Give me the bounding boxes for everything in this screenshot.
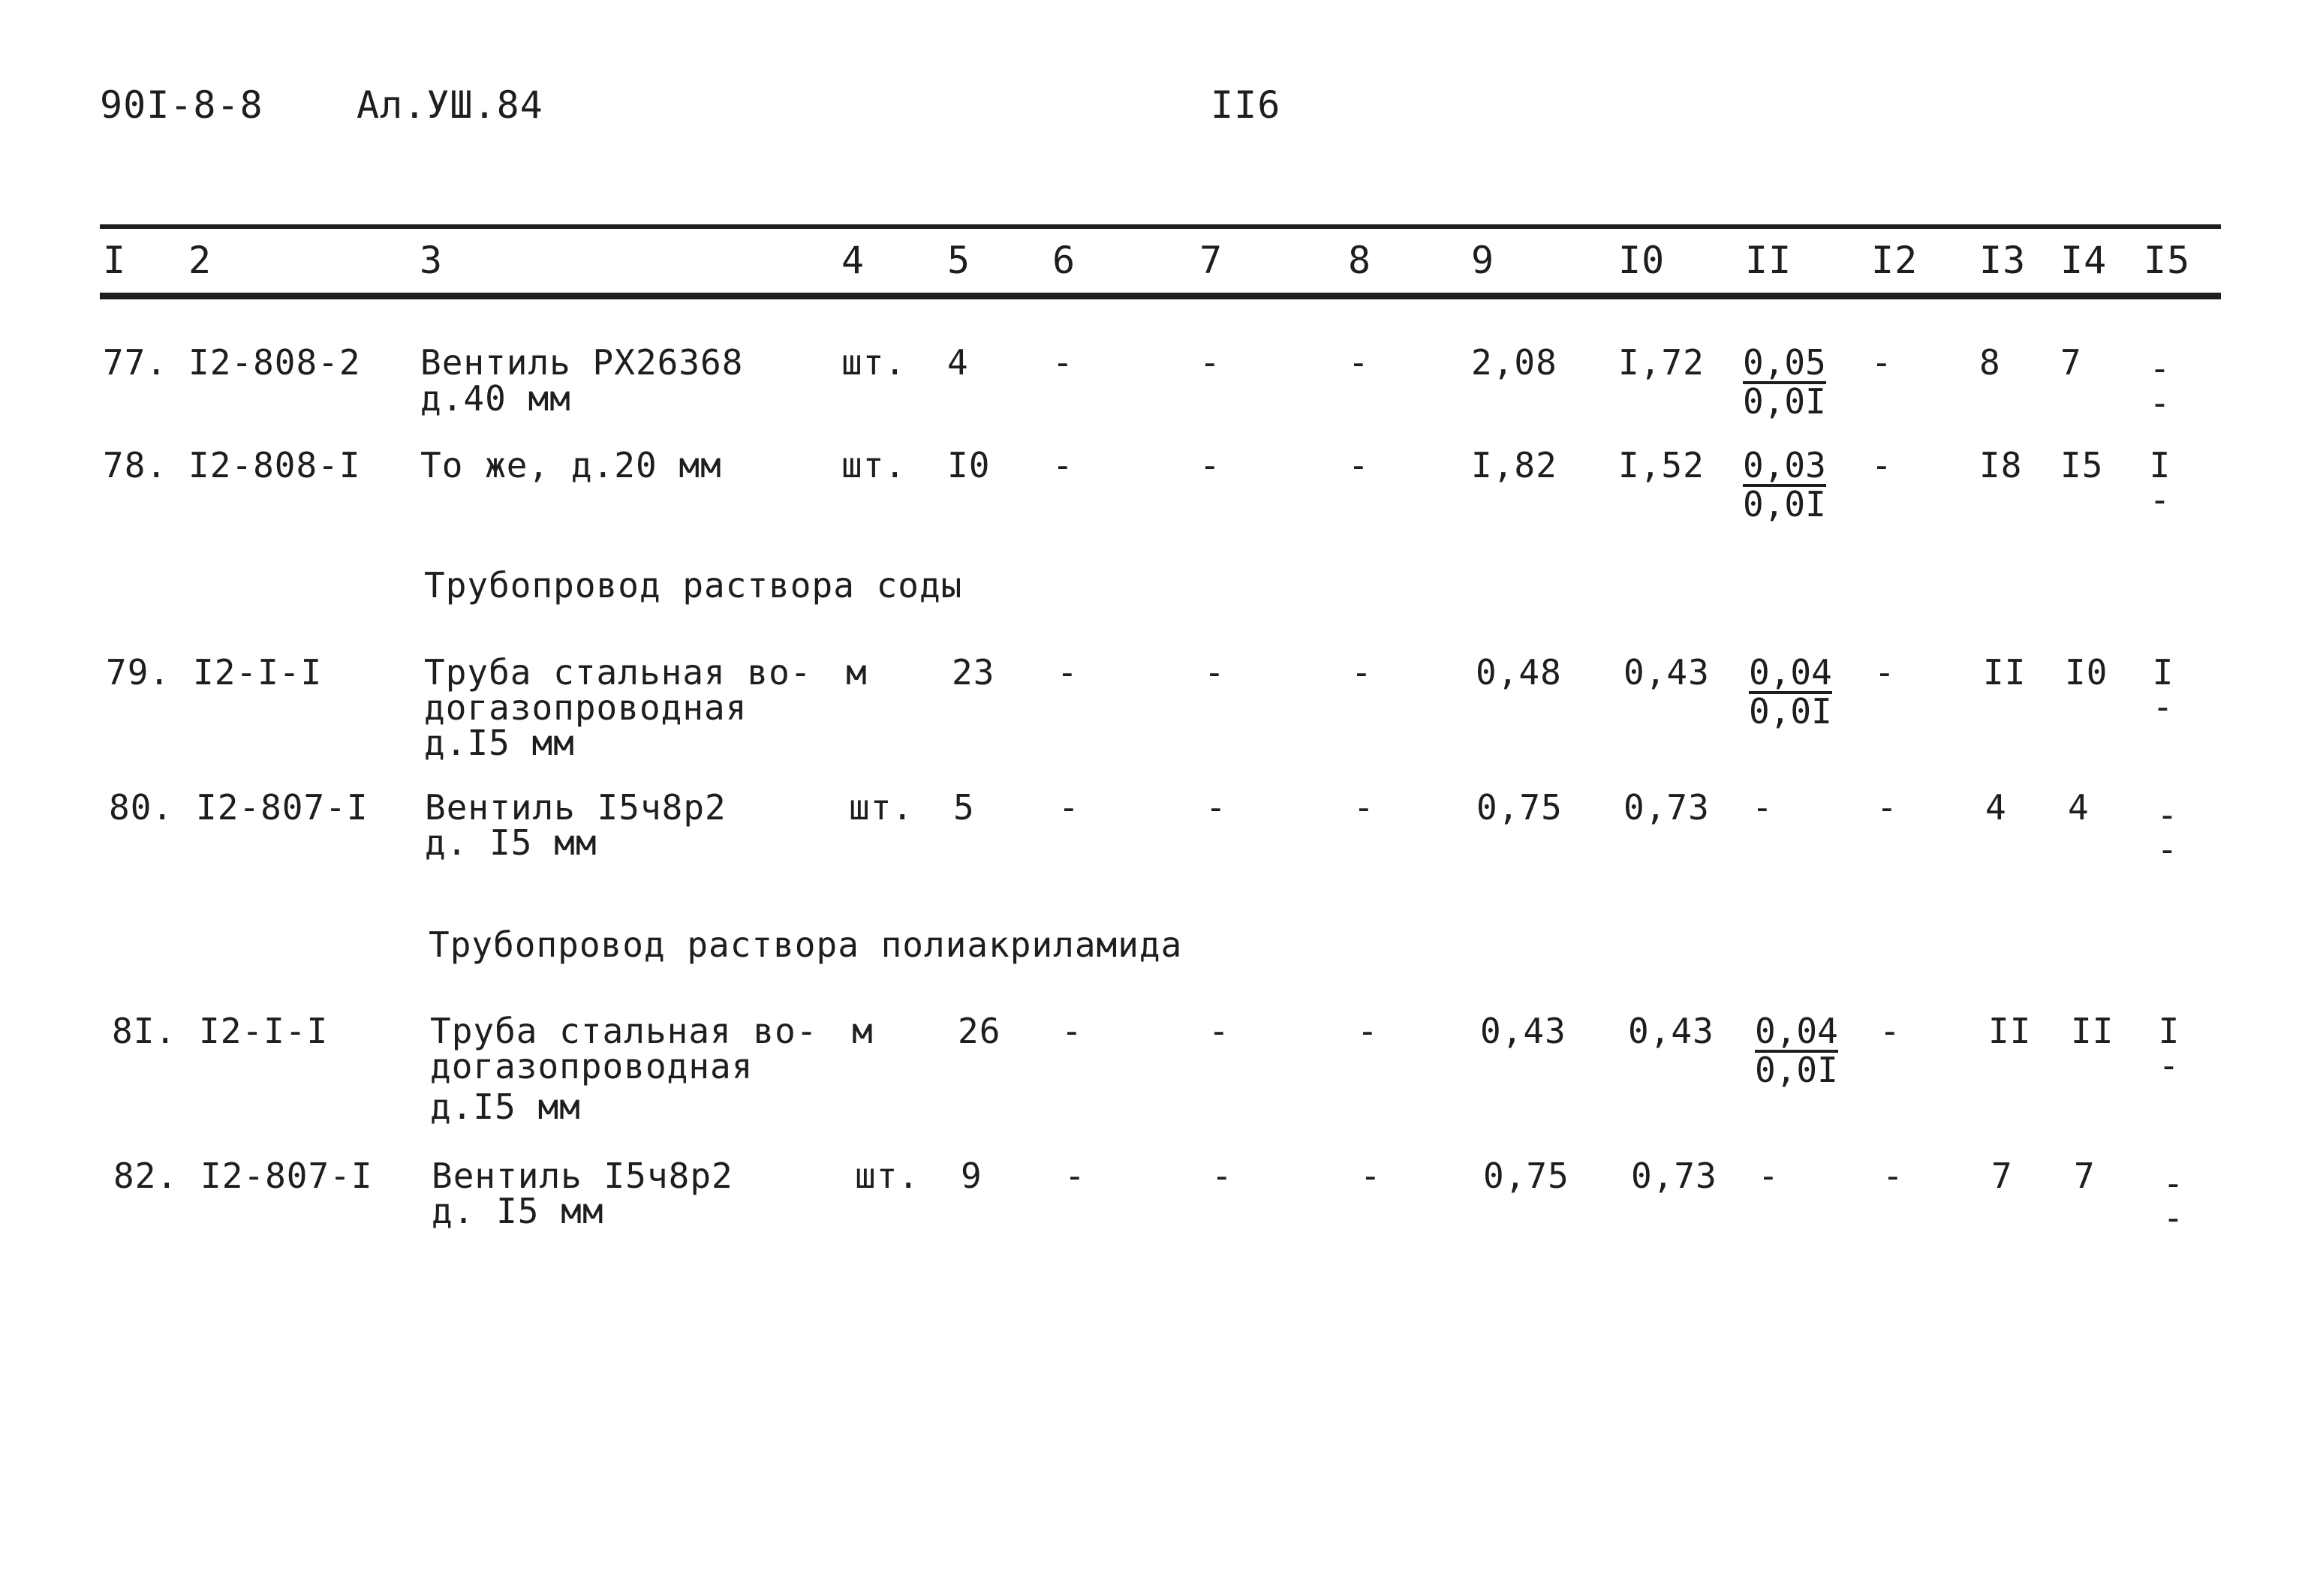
col6-value: - — [1052, 342, 1074, 383]
col13-value: 7 — [1991, 1156, 2013, 1196]
column-header: 7 — [1199, 239, 1223, 282]
col9-value: 0,43 — [1480, 1011, 1566, 1051]
unit: шт. — [841, 445, 907, 485]
quantity: I0 — [947, 445, 991, 485]
col12-value: - — [1871, 342, 1893, 383]
col15-mark — [2141, 652, 2186, 727]
col15-bottom: - — [2152, 687, 2174, 727]
col12-value: - — [1876, 787, 1898, 828]
col11-value: - — [1758, 1156, 1780, 1196]
unit: м — [846, 652, 868, 693]
col8-value: - — [1351, 652, 1373, 693]
col15-mark — [2151, 1163, 2196, 1238]
column-header: 3 — [420, 239, 444, 282]
item-name-line: д.I5 мм — [424, 723, 575, 763]
col11-value: - — [1752, 787, 1774, 828]
col15-top: - — [2162, 1163, 2185, 1204]
row-number: 80. — [109, 787, 174, 828]
col15-top: I — [2149, 445, 2171, 485]
unit: шт. — [849, 787, 914, 828]
fraction-numerator: 0,04 — [1755, 1011, 1838, 1051]
column-header: 9 — [1471, 239, 1495, 282]
section-heading: Трубопровод раствора полиакриламида — [429, 924, 1183, 965]
col7-value: - — [1199, 445, 1221, 485]
col14-value: I0 — [2065, 652, 2108, 693]
item-name-line: Вентиль I5ч8р2 — [425, 787, 727, 828]
item-name-line: д. I5 мм — [425, 822, 597, 863]
col10-value: 0,43 — [1623, 652, 1710, 693]
series-code: 90I-8-8 — [100, 83, 263, 127]
item-code: I2-807-I — [200, 1156, 373, 1196]
column-header: I3 — [1979, 239, 2027, 282]
col12-value: - — [1882, 1156, 1904, 1196]
fraction-denominator: 0,0I — [1749, 691, 1832, 732]
table-top-rule — [100, 224, 2221, 229]
col8-value: - — [1348, 445, 1370, 485]
col8-value: - — [1348, 342, 1370, 383]
col9-value: 2,08 — [1471, 342, 1557, 383]
col14-value: 7 — [2074, 1156, 2096, 1196]
item-name-line: д. I5 мм — [432, 1191, 604, 1231]
col15-bottom: - — [2149, 383, 2171, 423]
row-number: 77. — [103, 342, 168, 383]
item-name-line: догазопроводная — [424, 687, 748, 728]
col13-value: II — [1983, 652, 2027, 693]
section-heading: Трубопровод раствора соды — [424, 565, 963, 606]
col15-bottom: - — [2149, 479, 2171, 520]
col12-value: - — [1879, 1011, 1901, 1051]
col6-value: - — [1064, 1156, 1086, 1196]
col10-value: 0,73 — [1623, 787, 1710, 828]
quantity: 23 — [952, 652, 995, 693]
col15-bottom: - — [2162, 1198, 2185, 1238]
col15-top: I — [2152, 652, 2174, 693]
col11-fraction — [1743, 342, 1826, 422]
fraction-denominator: 0,0I — [1743, 484, 1826, 524]
col10-value: I,52 — [1618, 445, 1705, 485]
col9-value: I,82 — [1471, 445, 1557, 485]
item-name-line: д.I5 мм — [430, 1087, 581, 1127]
col8-value: - — [1353, 787, 1375, 828]
item-name-line: Вентиль РХ26368 — [420, 342, 744, 383]
col13-value: I8 — [1979, 445, 2023, 485]
col10-value: I,72 — [1618, 342, 1705, 383]
item-name-line: Труба стальная во- — [424, 652, 812, 693]
col15-mark — [2138, 348, 2183, 423]
quantity: 5 — [953, 787, 975, 828]
col15-mark — [2147, 1011, 2192, 1086]
col9-value: 0,75 — [1483, 1156, 1569, 1196]
fraction-numerator: 0,04 — [1749, 652, 1832, 693]
quantity: 4 — [947, 342, 969, 383]
col14-value: I5 — [2060, 445, 2104, 485]
col14-value: 4 — [2068, 787, 2090, 828]
column-header: 5 — [947, 239, 971, 282]
item-code: I2-I-I — [199, 1011, 329, 1051]
col11-fraction — [1755, 1011, 1838, 1090]
page-number: II6 — [1211, 83, 1281, 127]
item-name-line: догазопроводная — [430, 1046, 754, 1087]
col10-value: 0,73 — [1631, 1156, 1717, 1196]
col6-value: - — [1057, 652, 1079, 693]
album-code: Ал.УШ.84 — [357, 83, 543, 127]
quantity: 26 — [958, 1011, 1001, 1051]
col9-value: 0,48 — [1476, 652, 1562, 693]
col6-value: - — [1061, 1011, 1083, 1051]
col15-top: - — [2156, 795, 2179, 835]
col13-value: 8 — [1979, 342, 2001, 383]
col15-top: - — [2149, 348, 2171, 389]
col7-value: - — [1205, 787, 1227, 828]
column-header: 4 — [841, 239, 865, 282]
col9-value: 0,75 — [1476, 787, 1563, 828]
quantity: 9 — [961, 1156, 982, 1196]
column-header: I2 — [1871, 239, 1918, 282]
column-header: I5 — [2144, 239, 2191, 282]
col15-mark — [2138, 445, 2183, 520]
row-number: 82. — [113, 1156, 179, 1196]
col10-value: 0,43 — [1628, 1011, 1714, 1051]
col12-value: - — [1874, 652, 1896, 693]
fraction-numerator: 0,03 — [1743, 445, 1826, 485]
col7-value: - — [1199, 342, 1221, 383]
item-code: I2-808-2 — [188, 342, 361, 383]
col12-value: - — [1871, 445, 1893, 485]
unit: м — [852, 1011, 874, 1051]
item-name-line: д.40 мм — [420, 378, 571, 419]
column-header: I4 — [2060, 239, 2108, 282]
col14-value: II — [2071, 1011, 2114, 1051]
fraction-denominator: 0,0I — [1743, 381, 1826, 422]
item-name-line: То же, д.20 мм — [420, 445, 722, 485]
row-number: 78. — [103, 445, 168, 485]
col15-top: I — [2158, 1011, 2180, 1051]
col13-value: 4 — [1985, 787, 2007, 828]
unit: шт. — [841, 342, 907, 383]
item-name-line: Труба стальная во- — [430, 1011, 818, 1051]
col11-fraction — [1749, 652, 1832, 732]
unit: шт. — [855, 1156, 920, 1196]
col13-value: II — [1988, 1011, 2032, 1051]
col7-value: - — [1208, 1011, 1230, 1051]
row-number: 79. — [106, 652, 171, 693]
column-header: I0 — [1618, 239, 1666, 282]
col11-fraction — [1743, 445, 1826, 524]
item-name-line: Вентиль I5ч8р2 — [432, 1156, 733, 1196]
column-header: 2 — [188, 239, 212, 282]
column-header: I — [103, 239, 127, 282]
row-number: 8I. — [112, 1011, 177, 1051]
column-header: 8 — [1348, 239, 1372, 282]
col7-value: - — [1211, 1156, 1233, 1196]
col14-value: 7 — [2060, 342, 2082, 383]
col15-mark — [2145, 795, 2190, 870]
table-header-rule — [100, 293, 2221, 299]
fraction-numerator: 0,05 — [1743, 342, 1826, 383]
col6-value: - — [1058, 787, 1080, 828]
column-header: 6 — [1052, 239, 1076, 282]
col6-value: - — [1052, 445, 1074, 485]
item-code: I2-808-I — [188, 445, 361, 485]
item-code: I2-I-I — [193, 652, 323, 693]
col7-value: - — [1204, 652, 1226, 693]
col15-bottom: - — [2156, 829, 2179, 870]
col8-value: - — [1360, 1156, 1382, 1196]
fraction-denominator: 0,0I — [1755, 1050, 1838, 1090]
item-code: I2-807-I — [196, 787, 369, 828]
col15-bottom: - — [2158, 1045, 2180, 1086]
column-header: II — [1745, 239, 1792, 282]
col8-value: - — [1357, 1011, 1379, 1051]
